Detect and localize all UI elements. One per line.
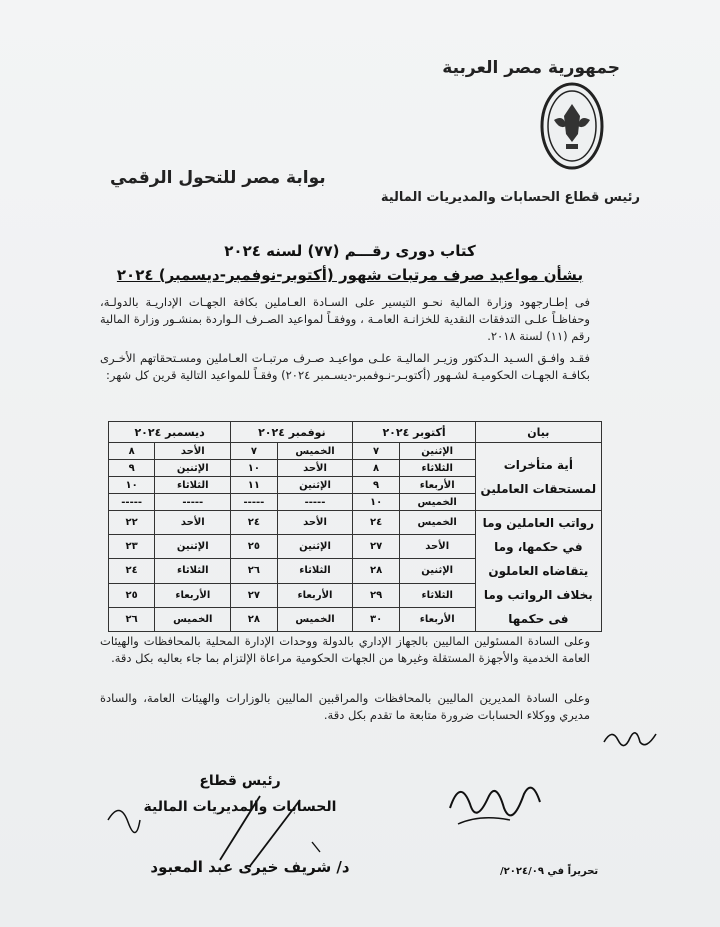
dec-num-cell: ٢٥ bbox=[109, 583, 155, 607]
nov-num-cell: ١١ bbox=[231, 477, 277, 494]
header-statement: بيان bbox=[475, 422, 601, 443]
dec-num-cell: ٩ bbox=[109, 460, 155, 477]
header-november: نوفمبر ٢٠٢٤ bbox=[231, 422, 353, 443]
dec-day-cell: الخميس bbox=[155, 607, 231, 631]
dec-num-cell: ----- bbox=[109, 494, 155, 511]
oct-num-cell: ٢٧ bbox=[353, 535, 399, 559]
oct-day-cell: الأربعاء bbox=[399, 477, 475, 494]
nov-num-cell: ٢٨ bbox=[231, 607, 277, 631]
oct-num-cell: ٢٨ bbox=[353, 559, 399, 583]
oct-num-cell: ٨ bbox=[353, 460, 399, 477]
dec-day-cell: الإثنين bbox=[155, 460, 231, 477]
oct-num-cell: ١٠ bbox=[353, 494, 399, 511]
nov-num-cell: ٢٥ bbox=[231, 535, 277, 559]
nov-num-cell: ٢٤ bbox=[231, 511, 277, 535]
ministry-seal-icon bbox=[540, 82, 604, 170]
department-heading: رئيس قطاع الحسابات والمديريات المالية bbox=[380, 190, 640, 205]
nov-num-cell: ٢٧ bbox=[231, 583, 277, 607]
header-october: أكتوبر ٢٠٢٤ bbox=[353, 422, 475, 443]
oct-day-cell: الخميس bbox=[399, 511, 475, 535]
nov-num-cell: ----- bbox=[231, 494, 277, 511]
group-salaries-label: رواتب العاملين وما في حكمها، وما يتقاضاه العاملون بخلاف الرواتب وما فى حكمها bbox=[475, 511, 601, 632]
group-arrears-label: أية متأخرات لمستحقات العاملين bbox=[475, 443, 601, 511]
header-december: ديسمبر ٢٠٢٤ bbox=[109, 422, 231, 443]
table-header-row bbox=[109, 422, 602, 443]
dec-day-cell: الأحد bbox=[155, 511, 231, 535]
dec-day-cell: ----- bbox=[155, 494, 231, 511]
paragraph-approval: فقـد وافـق السـيد الـدكتور وزيـر الماليـة علـى مواعيـد صـرف مرتبـات العـاملين ومسـتحقاتهم الأخـرى بكافـة الجهـات الحكوميـة لشـهور (أكتوبـر-نـوفمبر-ديسـمبر ٢٠٢٤) وفقـاً للمواعيد التالية قرين كل شهر: bbox=[100, 351, 590, 382]
payment-schedule-table bbox=[108, 421, 602, 632]
nov-day-cell: ----- bbox=[277, 494, 353, 511]
dec-num-cell: ٨ bbox=[109, 443, 155, 460]
portal-heading: بوابة مصر للتحول الرقمي bbox=[110, 168, 326, 188]
nov-day-cell: الإثنين bbox=[277, 535, 353, 559]
circular-title: كتاب دورى رقـــم (٧٧) لسنه ٢٠٢٤ bbox=[224, 242, 476, 260]
nov-day-cell: الإثنين bbox=[277, 477, 353, 494]
signer-name: د/ شريف خيرى عبد المعبود bbox=[150, 858, 350, 876]
oct-day-cell: الأحد bbox=[399, 535, 475, 559]
nov-day-cell: الأحد bbox=[277, 511, 353, 535]
oct-day-cell: الثلاثاء bbox=[399, 583, 475, 607]
nov-day-cell: الأحد bbox=[277, 460, 353, 477]
nov-day-cell: الخميس bbox=[277, 607, 353, 631]
signature-title-line2: الحسابات والمديريات المالية bbox=[143, 799, 337, 815]
paragraph-intro: فى إطـارجهود وزارة المالية نحـو التيسير على السـادة العـاملين بكافة الجهـات الإداريـة بالدولـة، وحفاظـاً علـى التدفقات النقدية للخزانـة العامـة ، ووفقـاً لمواعيد الصـرف الـواردة بمنشـور وزارة المالية رقم (١١) لسنة ٢٠١٨. bbox=[100, 295, 590, 343]
dec-num-cell: ٢٢ bbox=[109, 511, 155, 535]
oct-day-cell: الأربعاء bbox=[399, 607, 475, 631]
dec-day-cell: الثلاثاء bbox=[155, 559, 231, 583]
dec-day-cell: الثلاثاء bbox=[155, 477, 231, 494]
oct-num-cell: ٧ bbox=[353, 443, 399, 460]
oct-day-cell: الإثنين bbox=[399, 443, 475, 460]
dec-day-cell: الأربعاء bbox=[155, 583, 231, 607]
oct-num-cell: ٢٤ bbox=[353, 511, 399, 535]
oct-num-cell: ٩ bbox=[353, 477, 399, 494]
dec-day-cell: الأحد bbox=[155, 443, 231, 460]
dec-num-cell: ٢٣ bbox=[109, 535, 155, 559]
nov-day-cell: الأربعاء bbox=[277, 583, 353, 607]
oct-day-cell: الإثنين bbox=[399, 559, 475, 583]
dec-day-cell: الإثنين bbox=[155, 535, 231, 559]
country-heading: جمهورية مصر العربية bbox=[442, 58, 620, 78]
nov-day-cell: الثلاثاء bbox=[277, 559, 353, 583]
issue-date: تحريراً في ٢٠٢٤/٠٩/ bbox=[500, 866, 599, 877]
nov-num-cell: ٧ bbox=[231, 443, 277, 460]
dec-num-cell: ١٠ bbox=[109, 477, 155, 494]
handwritten-approval-mark bbox=[440, 768, 550, 842]
nov-num-cell: ١٠ bbox=[231, 460, 277, 477]
dec-num-cell: ٢٦ bbox=[109, 607, 155, 631]
paragraph-instructions-1: وعلى السادة المسئولين الماليين بالجهاز الإداري بالدولة ووحدات الإدارة المحلية بالمحافظات والهيئات العامة الخدمية والأجهزة المستقلة وغيرها من الجهات الحكومية مراعاة الإلتزام بما جاء بعاليه بكل دقة. bbox=[100, 634, 590, 665]
table-row bbox=[109, 443, 602, 460]
circular-subject: بشأن مواعيد صرف مرتبات شهور (أكتوبر-نوفمبر-ديسمبر) ٢٠٢٤ bbox=[116, 266, 584, 284]
nov-day-cell: الخميس bbox=[277, 443, 353, 460]
handwritten-initials bbox=[600, 722, 660, 756]
oct-num-cell: ٣٠ bbox=[353, 607, 399, 631]
oct-day-cell: الخميس bbox=[399, 494, 475, 511]
oct-num-cell: ٢٩ bbox=[353, 583, 399, 607]
signature-title-line1: رئيس قطاع bbox=[199, 773, 281, 789]
dec-num-cell: ٢٤ bbox=[109, 559, 155, 583]
table-row bbox=[109, 511, 602, 535]
oct-day-cell: الثلاثاء bbox=[399, 460, 475, 477]
paragraph-instructions-2: وعلى السادة المديرين الماليين بالمحافظات والمراقبين الماليين بالوزارات والهيئات العامة، والسادة مديري ووكلاء الحسابات ضرورة متابعة ما تقدم بكل دقة. bbox=[100, 691, 590, 722]
nov-num-cell: ٢٦ bbox=[231, 559, 277, 583]
